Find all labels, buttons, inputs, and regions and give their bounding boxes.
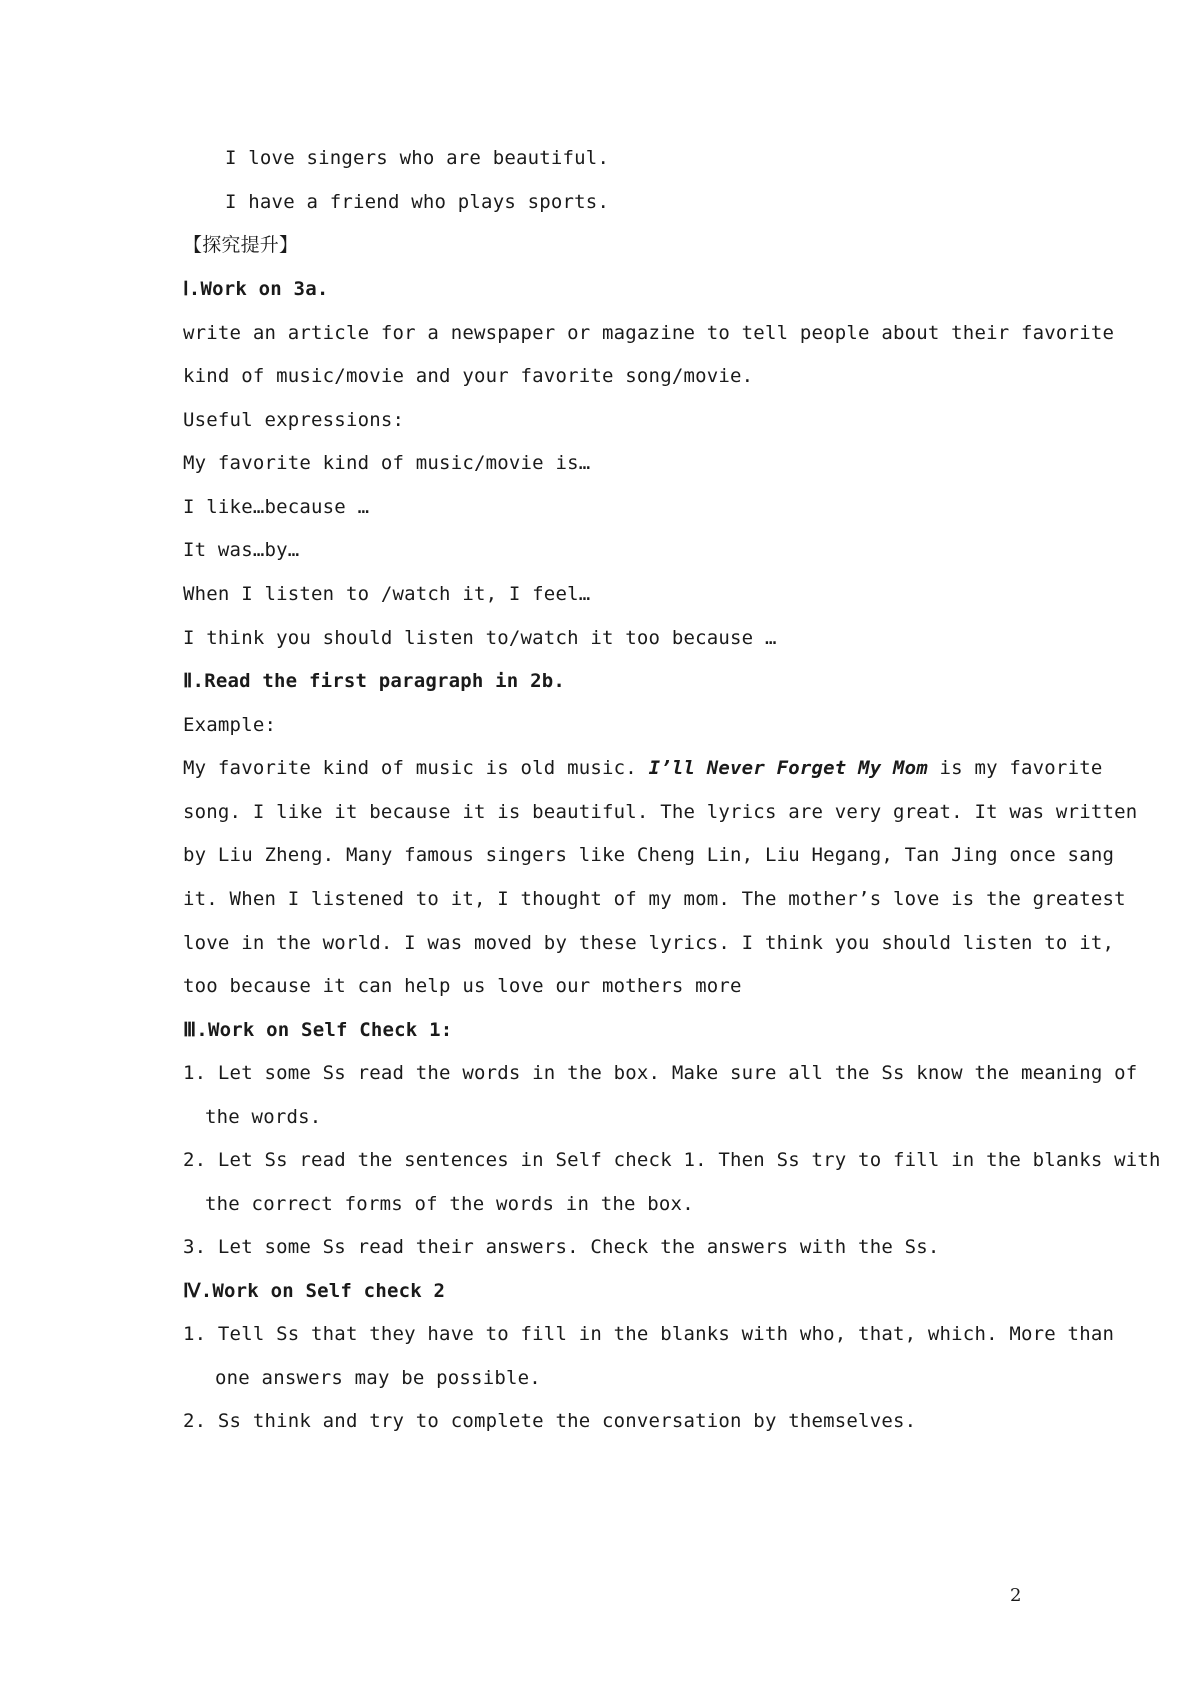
list-item: 1. Tell Ss that they have to fill in the blanks with who, that, which. More than (183, 1323, 1115, 1345)
example-paragraph-line (183, 756, 1103, 780)
list-item-continuation: the correct forms of the words in the box. (205, 1193, 694, 1215)
list-item: 3. Let some Ss read their answers. Check the answers with the Ss. (183, 1236, 940, 1258)
example-paragraph-line: song. I like it because it is beautiful. The lyrics are very great. It was written (183, 801, 1138, 823)
list-item-continuation: the words. (205, 1106, 322, 1128)
example-paragraph-line: love in the world. I was moved by these lyrics. I think you should listen to it, (183, 932, 1115, 954)
example-text: is my favorite (939, 757, 1103, 779)
paragraph-line: write an article for a newspaper or magazine to tell people about their favorite (183, 322, 1115, 344)
example-label: Example: (183, 714, 277, 736)
heading-read-2b: Ⅱ.Read the first paragraph in 2b. (183, 670, 565, 692)
list-item-continuation: one answers may be possible. (215, 1367, 541, 1389)
list-item: 2. Ss think and try to complete the conversation by themselves. (183, 1410, 917, 1432)
example-paragraph-line: by Liu Zheng. Many famous singers like Cheng Lin, Liu Hegang, Tan Jing once sang (183, 844, 1115, 866)
heading-self-check-2: Ⅳ.Work on Self check 2 (183, 1280, 446, 1302)
expression-line: When I listen to /watch it, I feel… (183, 583, 591, 605)
expression-line: I like…because … (183, 496, 370, 518)
useful-expressions-label: Useful expressions: (183, 409, 405, 431)
list-item: 1. Let some Ss read the words in the box. Make sure all the Ss know the meaning of (183, 1062, 1138, 1084)
example-paragraph-line: it. When I listened to it, I thought of my mom. The mother’s love is the greatest (183, 888, 1126, 910)
song-title: I’ll Never Forget My Mom (648, 757, 928, 779)
example-sentence-1: I love singers who are beautiful. (225, 147, 610, 169)
section-title: 【探究提升】 (183, 234, 299, 256)
example-sentence-2: I have a friend who plays sports. (225, 191, 610, 213)
heading-self-check-1: Ⅲ.Work on Self Check 1: (183, 1019, 453, 1041)
expression-line: It was…by… (183, 539, 300, 561)
list-item: 2. Let Ss read the sentences in Self check 1. Then Ss try to fill in the blanks with (183, 1149, 1161, 1171)
paragraph-line: kind of music/movie and your favorite song/movie. (183, 365, 754, 387)
page-number: 2 (1010, 1585, 1022, 1606)
expression-line: I think you should listen to/watch it too because … (183, 627, 777, 649)
example-paragraph-line: too because it can help us love our mothers more (183, 975, 742, 997)
heading-work-on-3a: Ⅰ.Work on 3a. (183, 278, 329, 300)
expression-line: My favorite kind of music/movie is… (183, 452, 591, 474)
example-text: My favorite kind of music is old music. (183, 757, 637, 779)
